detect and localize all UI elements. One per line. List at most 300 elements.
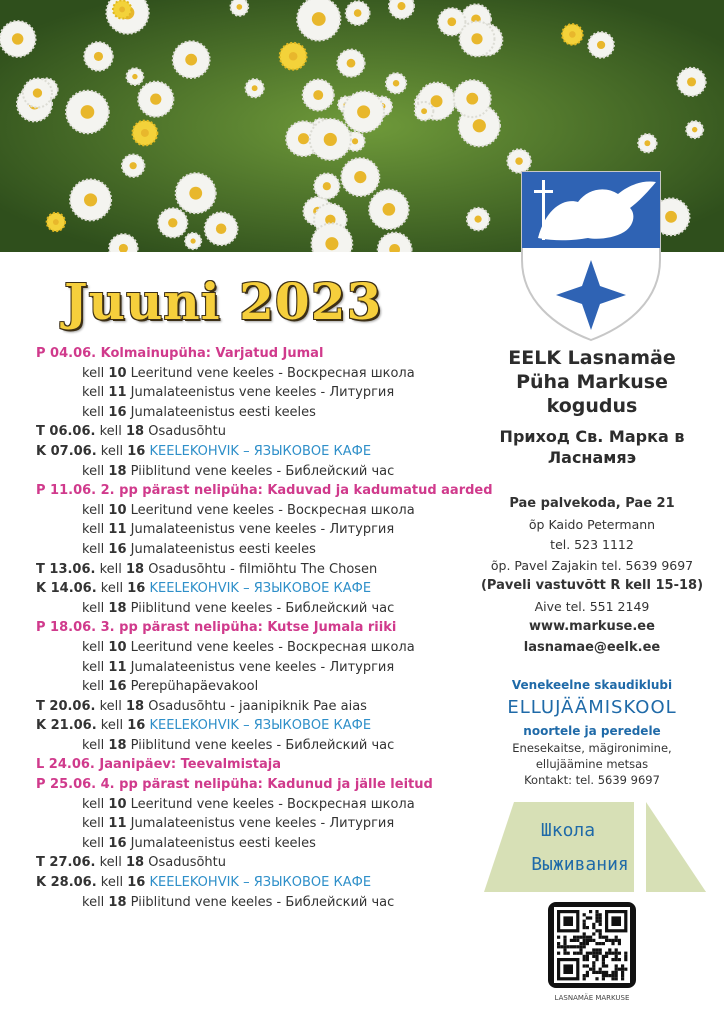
aive-phone: Aive tel. 551 2149 [534,598,650,614]
pastor2-phone: õp. Pavel Zajakin tel. 5639 9697 [490,557,694,573]
daisy-center [53,219,59,225]
qr-caption: LASNAMÄE MARKUSE [554,994,630,1002]
schedule-item [36,364,506,384]
kell-label: kell [82,404,109,420]
daisy-center [665,211,677,223]
qr-module [595,958,598,961]
scout-club-info [484,676,700,788]
daisy-center [252,85,258,91]
qr-module [576,952,579,955]
kell-label: kell [82,639,109,655]
time-value: 18 [126,855,145,871]
time-value: 18 [126,698,145,714]
qr-module [611,939,614,942]
qr-module [567,945,570,948]
daisy-center [81,105,95,119]
qr-module [599,968,602,971]
daisy-center [352,138,358,144]
schedule-day-header [36,481,506,501]
qr-module [618,942,621,945]
qr-module [602,961,605,964]
qr-module [570,939,573,942]
qr-module [560,945,563,948]
qr-module [567,952,570,955]
daisy-center [84,193,97,206]
daisy-center [569,31,576,38]
qr-module [589,916,592,919]
qr-module [608,948,611,951]
qr-module [602,942,605,945]
qr-module [621,968,624,971]
daisy-center [397,2,405,10]
qr-module [621,971,624,974]
qr-module [563,945,566,948]
daisy-center [324,133,337,146]
daisy-center [471,33,482,44]
schedule-list [36,344,506,912]
schedule-day-header [36,755,506,775]
event-text: Piiblitund vene keeles - Библейский час [126,737,395,753]
qr-module [615,964,618,967]
qr-module [602,964,605,967]
qr-module [563,952,566,955]
cafe-text: KEELEKOHVIK – ЯЗЫКОВОЕ КАФЕ [145,581,372,597]
qr-module [611,958,614,961]
qr-module [576,945,579,948]
header-text: P 04.06. Kolmainupüha: Varjatud Jumal [36,346,324,361]
event-text: Jumalateenistus eesti keeles [126,835,316,851]
qr-module [615,977,618,980]
time-value: 18 [126,424,145,440]
church-name-line3: kogudus [546,395,638,417]
kell-label: kell [95,424,127,440]
page-title: Juuni 2023 [64,272,383,331]
schedule-item [36,736,506,756]
qr-module [595,920,598,923]
time-value: 16 [108,404,127,420]
daisy-center [298,133,309,144]
daisy-center [474,216,481,223]
daisy-center [473,119,486,132]
kell-label: kell [82,894,109,910]
scout-contact: Kontakt: tel. 5639 9697 [524,773,660,787]
qr-module [592,968,595,971]
event-text: Piiblitund vene keeles - Библейский час [126,894,395,910]
event-text: Perepühapäevakool [126,679,259,695]
pastor-phone: tel. 523 1112 [550,537,634,552]
website-link[interactable]: www.markuse.ee [529,619,655,634]
daisy-center [354,171,366,183]
pastor-name: õp Kaido Petermann [528,516,656,532]
daisy-center [168,218,177,227]
qr-module [624,955,627,958]
schedule-item [36,677,506,697]
daisy-center [597,41,605,49]
scout-line1: Venekeelne skaudiklubi [511,678,673,692]
qr-module [599,936,602,939]
qr-module [595,977,598,980]
time-value: 16 [127,443,146,459]
church-name-ru-line1: Приход Св. Марка в [499,427,685,446]
event-text: Jumalateenistus vene keeles - Литургия [126,522,395,538]
schedule-item [36,814,506,834]
day-label: T 06.06. [36,424,96,440]
church-name-ru-line2: Ласнамяэ [547,448,637,467]
header-text: P 18.06. 3. pp pärast nelipüha: Kutse Jumala riiki [36,620,397,636]
qr-module [573,945,576,948]
qr-module [579,952,582,955]
schedule-item [36,873,506,893]
daisy-center [692,127,697,132]
daisy-center [132,74,137,79]
qr-module [618,968,621,971]
schedule-item [36,579,506,599]
kell-label: kell [82,796,109,812]
qr-module [589,952,592,955]
time-value: 11 [108,816,127,832]
qr-module [621,964,624,967]
qr-module [583,964,586,967]
event-text: Piiblitund vene keeles - Библейский час [126,463,395,479]
scout-line4: Enesekaitse, mägironimine, [512,741,672,755]
qr-module [611,974,614,977]
kell-label: kell [96,581,128,597]
qr-module [595,952,598,955]
qr-finder [563,964,573,974]
time-value: 11 [108,385,127,401]
event-text: Leeritund vene keeles - Воскресная школа [126,639,415,655]
qr-module [583,936,586,939]
church-name-line2: Püha Markuse [516,371,668,393]
qr-module [602,971,605,974]
daisy-center [447,17,456,26]
event-text: Jumalateenistus eesti keeles [126,541,316,557]
kell-label: kell [82,541,109,557]
qr-module [586,971,589,974]
qr-module [589,968,592,971]
daisy-center [687,77,696,86]
qr-module [586,974,589,977]
time-value: 10 [108,639,127,655]
daisy-center [141,129,149,137]
schedule-item [36,716,506,736]
qr-module [608,939,611,942]
schedule-item [36,599,506,619]
event-text: Jumalateenistus vene keeles - Литургия [126,385,395,401]
time-value: 16 [108,541,127,557]
event-text: Osadusõhtu [144,424,227,440]
qr-module [618,958,621,961]
time-value: 10 [108,796,127,812]
qr-module [602,958,605,961]
schedule-day-header [36,618,506,638]
schedule-day-header [36,344,506,364]
qr-module [608,952,611,955]
qr-module [557,942,560,945]
time-value: 18 [126,561,145,577]
kell-label: kell [82,835,109,851]
qr-module [599,952,602,955]
qr-module [595,955,598,958]
daisy-center [323,182,331,190]
qr-module [624,958,627,961]
qr-module [615,971,618,974]
qr-module [592,961,595,964]
qr-module [615,952,618,955]
qr-module [599,913,602,916]
qr-module [618,952,621,955]
event-text: Osadusõhtu - filmiõhtu The Chosen [144,561,378,577]
qr-module [573,939,576,942]
survival-school-logo [484,800,708,894]
kell-label: kell [82,463,109,479]
qr-module [615,968,618,971]
church-name-line1: EELK Lasnamäe [508,347,676,369]
qr-module [602,977,605,980]
contact-info [480,494,704,658]
qr-module [579,948,582,951]
daisy-center [150,94,161,105]
time-value: 16 [108,679,127,695]
qr-module [602,955,605,958]
kell-label: kell [95,698,127,714]
daisy-center [130,162,137,169]
qr-module [599,971,602,974]
qr-module [563,939,566,942]
event-text: Jumalateenistus vene keeles - Литургия [126,659,395,675]
qr-module [615,939,618,942]
qr-finder [563,916,573,926]
daisy-center [185,54,197,66]
qr-module [579,936,582,939]
qr-module [570,945,573,948]
kell-label: kell [82,502,109,518]
schedule-item [36,501,506,521]
qr-module [583,939,586,942]
schedule-item [36,853,506,873]
day-label: T 27.06. [36,855,96,871]
qr-module [611,942,614,945]
daisy-center [12,33,23,44]
qr-module [557,945,560,948]
schedule-item [36,462,506,482]
tent-line1: Школа [540,820,596,841]
qr-module [595,910,598,913]
header-text: P 25.06. 4. pp pärast nelipüha: Kadunud ja jälle leitud [36,777,433,793]
email-link[interactable]: lasnamae@eelk.ee [523,639,661,655]
qr-module [595,929,598,932]
scout-school-name: ELLUJÄÄMISKOOL [507,697,677,718]
qr-module [595,913,598,916]
time-value: 18 [108,737,127,753]
event-text: Jumalateenistus eesti keeles [126,404,316,420]
daisy-center [191,238,196,243]
qr-module [592,955,595,958]
event-text: Jumalateenistus vene keeles - Литургия [126,816,395,832]
time-value: 18 [108,463,127,479]
qr-module [583,920,586,923]
schedule-item [36,834,506,854]
scout-line3: noortele ja peredele [523,724,661,738]
time-value: 18 [108,600,127,616]
daisy-center [94,52,103,61]
qr-module [583,932,586,935]
qr-module [573,952,576,955]
qr-module [605,964,608,967]
cafe-text: KEELEKOHVIK – ЯЗЫКОВОЕ КАФЕ [145,443,372,459]
daisy-center [33,88,42,97]
event-text: Osadusõhtu [144,855,227,871]
day-label: K 14.06. [36,581,97,597]
qr-module [583,977,586,980]
daisy-center [421,108,427,114]
qr-module [592,926,595,929]
qr-module [624,952,627,955]
qr-module [595,948,598,951]
schedule-item [36,442,506,462]
qr-code[interactable] [548,902,636,988]
event-text: Osadusõhtu - jaanipiknik Pae aias [144,698,367,714]
kell-label: kell [82,522,109,538]
kell-label: kell [82,659,109,675]
time-value: 18 [108,894,127,910]
qr-module [583,926,586,929]
daisy-center [515,157,523,165]
qr-module [586,964,589,967]
kell-label: kell [82,385,109,401]
scout-line5: ellujäämine metsas [535,757,649,771]
qr-module [592,971,595,974]
qr-module [621,974,624,977]
time-value: 10 [108,502,127,518]
qr-module [586,936,589,939]
qr-module [576,939,579,942]
time-value: 16 [127,875,146,891]
qr-module [595,916,598,919]
daisy-center [237,4,243,10]
qr-module [579,945,582,948]
qr-module [615,974,618,977]
kell-label: kell [82,679,109,695]
kell-label: kell [82,737,109,753]
qr-module [573,936,576,939]
qr-module [599,920,602,923]
address: Pae palvekoda, Pae 21 [509,496,675,511]
daisy-center [216,223,226,233]
daisy-center [644,140,650,146]
qr-module [605,952,608,955]
daisy-center [325,237,338,250]
cafe-text: KEELEKOHVIK – ЯЗЫКОВОЕ КАФЕ [145,718,372,734]
qr-module [589,936,592,939]
qr-module [586,958,589,961]
kell-label: kell [82,816,109,832]
qr-module [624,968,627,971]
qr-module [605,974,608,977]
daisy-center [393,80,399,86]
qr-module [605,936,608,939]
kell-label: kell [82,600,109,616]
qr-module [615,955,618,958]
event-text: Leeritund vene keeles - Воскресная школа [126,502,415,518]
qr-module [595,942,598,945]
qr-module [592,964,595,967]
qr-module [592,948,595,951]
qr-module [599,916,602,919]
qr-module [605,955,608,958]
schedule-item [36,540,506,560]
kell-label: kell [95,855,127,871]
qr-module [576,936,579,939]
qr-module [615,936,618,939]
header-text: P 11.06. 2. pp pärast nelipüha: Kaduvad ja kadumatud aarded [36,483,493,499]
qr-module [599,932,602,935]
daisy-center [289,52,298,61]
daisy-center [189,187,202,200]
qr-module [583,974,586,977]
qr-module [605,939,608,942]
schedule-day-header [36,775,506,795]
daisy-center [313,90,323,100]
time-value: 11 [108,659,127,675]
qr-module [583,955,586,958]
qr-module [563,948,566,951]
schedule-item [36,795,506,815]
qr-module [586,942,589,945]
tent-line2: Выживания [531,854,629,875]
qr-module [586,926,589,929]
qr-module [586,939,589,942]
church-info [490,346,694,468]
day-label: T 13.06. [36,561,96,577]
qr-module [557,936,560,939]
qr-module [608,974,611,977]
qr-module [615,948,618,951]
day-label: T 20.06. [36,698,96,714]
qr-module [589,910,592,913]
header-text: L 24.06. Jaanipäev: Teevalmistaja [36,757,282,773]
kell-label: kell [96,718,128,734]
event-text: Piiblitund vene keeles - Библейский час [126,600,395,616]
schedule-item [36,638,506,658]
qr-module [586,916,589,919]
qr-module [589,939,592,942]
kell-label: kell [82,365,109,381]
schedule-item [36,383,506,403]
time-value: 16 [127,581,146,597]
reception-hours: (Paveli vastuvõtt R kell 15-18) [480,578,704,593]
qr-module [599,923,602,926]
daisy-center [119,6,125,12]
day-label: K 07.06. [36,443,97,459]
daisy-center [466,93,478,105]
event-text: Leeritund vene keeles - Воскресная школа [126,796,415,812]
schedule-item [36,520,506,540]
qr-module [615,958,618,961]
kell-label: kell [96,875,128,891]
day-label: K 21.06. [36,718,97,734]
qr-module [586,952,589,955]
daisy-center [347,59,356,68]
schedule-item [36,560,506,580]
schedule-item [36,422,506,442]
qr-module [595,971,598,974]
qr-module [611,971,614,974]
qr-module [602,974,605,977]
qr-module [599,942,602,945]
qr-module [599,948,602,951]
schedule-item [36,893,506,913]
